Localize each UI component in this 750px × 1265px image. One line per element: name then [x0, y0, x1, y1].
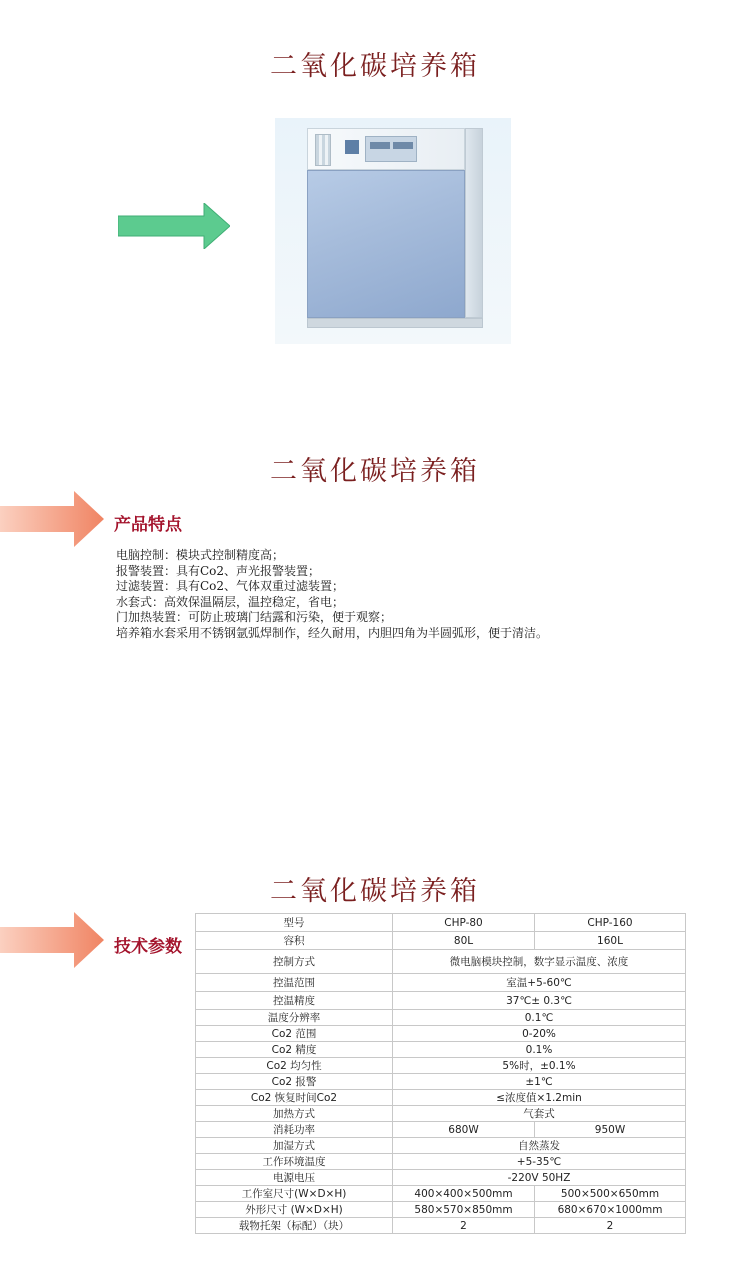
feature-item: 水套式：高效保温隔层，温控稳定，省电；: [116, 594, 345, 609]
table-cell: 160L: [535, 932, 686, 950]
table-row: [196, 1026, 686, 1042]
table-cell: -220V 50HZ: [393, 1170, 686, 1186]
table-cell: 80L: [393, 932, 535, 950]
table-row: [196, 1170, 686, 1186]
table-cell: Co2 精度: [196, 1042, 393, 1058]
flow-gauges: [315, 134, 331, 166]
table-cell: 37℃± 0.3℃: [393, 992, 686, 1010]
table-cell: 0.1%: [393, 1042, 686, 1058]
table-cell: 400×400×500mm: [393, 1186, 535, 1202]
table-cell: 控温范围: [196, 974, 393, 992]
table-cell: 温度分辨率: [196, 1010, 393, 1026]
feature-list: [116, 548, 736, 641]
table-cell: 控制方式: [196, 950, 393, 974]
table-cell: Co2 恢复时间Co2: [196, 1090, 393, 1106]
table-cell: 外形尺寸 (W×D×H): [196, 1202, 393, 1218]
table-cell: 加热方式: [196, 1106, 393, 1122]
table-row: [196, 1010, 686, 1026]
table-cell: 控温精度: [196, 992, 393, 1010]
cabinet-door: [307, 170, 465, 318]
feature-item: 过滤装置：具有Co2、气体双重过滤装置；: [116, 579, 345, 593]
table-row: [196, 974, 686, 992]
table-row: [196, 1090, 686, 1106]
table-cell: Co2 报警: [196, 1074, 393, 1090]
table-cell: 工作室尺寸(W×D×H): [196, 1186, 393, 1202]
table-cell: 0.1℃: [393, 1010, 686, 1026]
table-row: [196, 1154, 686, 1170]
table-header-cell: CHP-160: [535, 914, 686, 932]
table-row: [196, 1122, 686, 1138]
table-header-cell: CHP-80: [393, 914, 535, 932]
table-cell: 580×570×850mm: [393, 1202, 535, 1218]
table-cell: 载物托架（标配）（块）: [196, 1218, 393, 1234]
table-header-row: [196, 914, 686, 932]
table-cell: 500×500×650mm: [535, 1186, 686, 1202]
table-cell: 5%时，±0.1%: [393, 1058, 686, 1074]
section-label-specs: 技术参数: [114, 937, 182, 957]
table-row: [196, 1074, 686, 1090]
table-cell: 容积: [196, 932, 393, 950]
section-title: 二氧化碳培养箱: [270, 876, 480, 907]
table-header-cell: 型号: [196, 914, 393, 932]
arrow-right-icon: [0, 491, 104, 547]
table-cell: +5-35℃: [393, 1154, 686, 1170]
table-cell: 0-20%: [393, 1026, 686, 1042]
arrow-right-icon: [0, 912, 104, 968]
table-row: [196, 1058, 686, 1074]
table-cell: 950W: [535, 1122, 686, 1138]
feature-item: 培养箱水套采用不锈钢氩弧焊制作，经久耐用，内胆四角为半圆弧形，便于清洁。: [116, 625, 549, 640]
table-cell: 680×670×1000mm: [535, 1202, 686, 1218]
feature-item: 门加热装置：可防止玻璃门结露和污染，便于观察；: [116, 610, 393, 624]
table-cell: 气套式: [393, 1106, 686, 1122]
table-cell: Co2 范围: [196, 1026, 393, 1042]
table-cell: 消耗功率: [196, 1122, 393, 1138]
table-row: [196, 992, 686, 1010]
feature-item: 报警装置：具有Co2、声光报警装置；: [116, 563, 321, 578]
cabinet-base: [307, 318, 483, 328]
table-cell: ≤浓度值×1.2min: [393, 1090, 686, 1106]
product-image: [275, 118, 511, 344]
spec-table: [195, 913, 686, 1234]
table-cell: ±1℃: [393, 1074, 686, 1090]
table-row: [196, 1042, 686, 1058]
table-cell: 自然蒸发: [393, 1138, 686, 1154]
table-cell: 电源电压: [196, 1170, 393, 1186]
table-row: [196, 1106, 686, 1122]
feature-item: 电脑控制：模块式控制精度高；: [116, 548, 285, 562]
arrow-right-icon: [118, 203, 230, 249]
table-row: [196, 932, 686, 950]
table-cell: 680W: [393, 1122, 535, 1138]
table-cell: 工作环境温度: [196, 1154, 393, 1170]
cabinet-side: [465, 128, 483, 318]
section-title: 二氧化碳培养箱: [270, 51, 480, 82]
table-row: [196, 1218, 686, 1234]
table-row: [196, 1186, 686, 1202]
digital-display: [365, 136, 417, 162]
table-row: [196, 1202, 686, 1218]
table-cell: Co2 均匀性: [196, 1058, 393, 1074]
table-row: [196, 1138, 686, 1154]
section-title: 二氧化碳培养箱: [270, 456, 480, 487]
table-cell: 室温+5-60℃: [393, 974, 686, 992]
table-cell: 2: [535, 1218, 686, 1234]
table-cell: 加湿方式: [196, 1138, 393, 1154]
table-row: [196, 950, 686, 974]
panel-badge: [345, 140, 359, 154]
section-label-features: 产品特点: [114, 515, 182, 535]
table-cell: 微电脑模块控制，数字显示温度、浓度: [393, 950, 686, 974]
table-cell: 2: [393, 1218, 535, 1234]
